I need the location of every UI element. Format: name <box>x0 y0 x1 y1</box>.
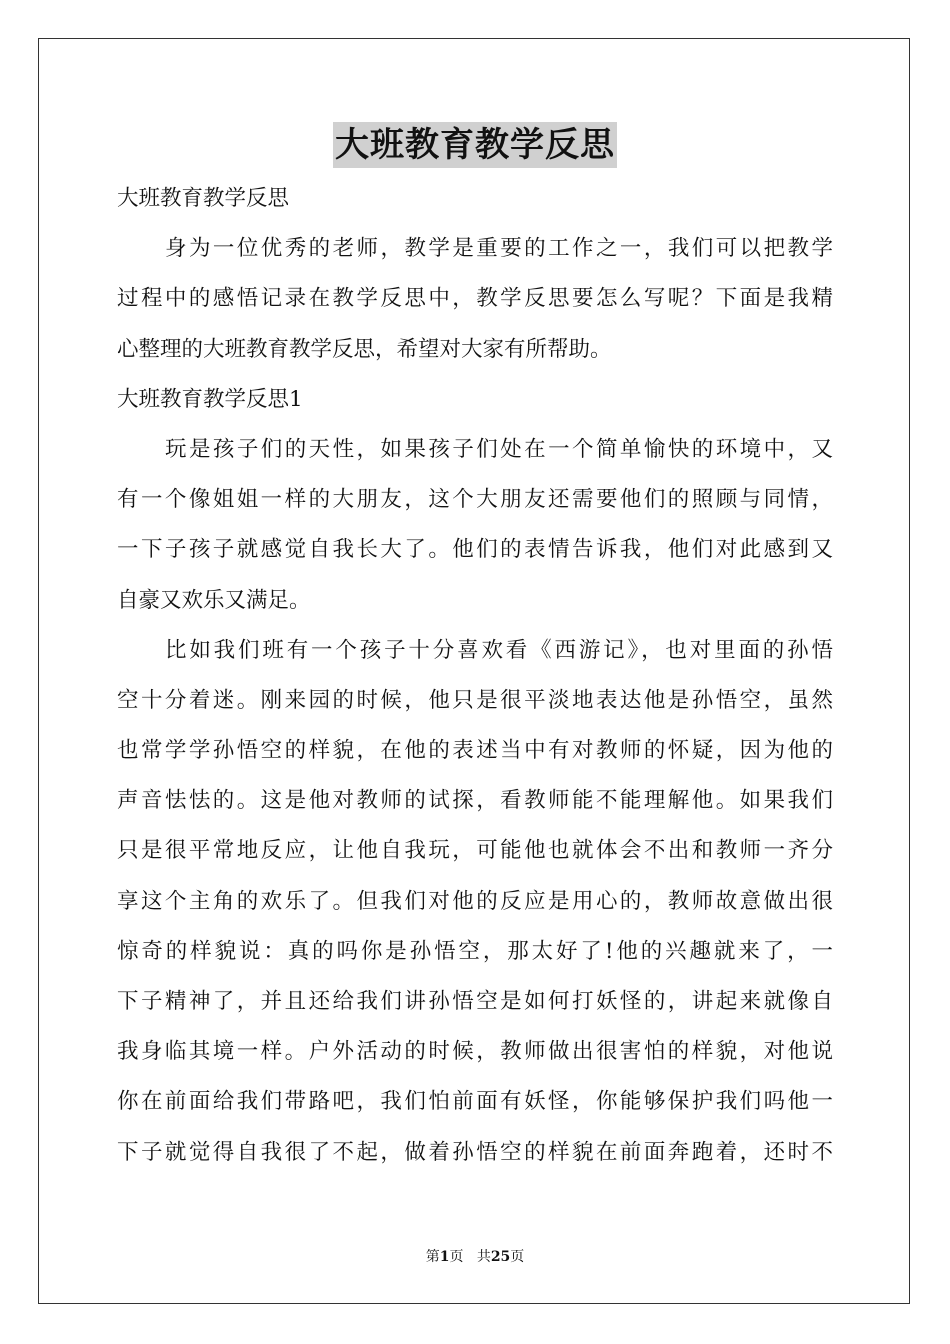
text-line: 比如我们班有一个孩子十分喜欢看《西游记》，也对里面的孙悟 <box>165 637 833 663</box>
total-suffix: 页 <box>510 1249 525 1265</box>
text-line: 有一个像姐姐一样的大朋友，这个大朋友还需要他们的照顾与同情， <box>117 487 833 513</box>
text-line: 空十分着迷。刚来园的时候，他只是很平淡地表达他是孙悟空，虽然 <box>117 687 833 713</box>
text-line: 惊奇的样貌说：真的吗你是孙悟空，那太好了!他的兴趣就来了，一 <box>117 938 833 964</box>
text-line: 一下子孩子就感觉自我长大了。他们的表情告诉我，他们对此感到又 <box>117 537 833 563</box>
text-line: 自豪又欢乐又满足。 <box>117 587 311 613</box>
text-line: 声音怯怯的。这是他对教师的试探，看教师能不能理解他。如果我们 <box>117 788 833 814</box>
text-line: 心整理的大班教育教学反思，希望对大家有所帮助。 <box>117 336 612 362</box>
text-line: 下子精神了，并且还给我们讲孙悟空是如何打妖怪的，讲起来就像自 <box>117 989 833 1014</box>
text-line: 过程中的感悟记录在教学反思中，教学反思要怎么写呢？下面是我精 <box>117 286 833 312</box>
text-line: 下子就觉得自我很了不起，做着孙悟空的样貌在前面奔跑着，还时不 <box>117 1139 833 1165</box>
document-title: 大班教育教学反思 <box>333 122 617 168</box>
section-heading: 大班教育教学反思1 <box>117 386 303 412</box>
text-line: 你在前面给我们带路吧，我们怕前面有妖怪，你能够保护我们吗他一 <box>117 1089 833 1115</box>
page-prefix: 第 <box>425 1249 440 1265</box>
page-number: 1 <box>439 1249 450 1265</box>
text-line: 我身临其境一样。户外活动的时候，教师做出很害怕的样貌，对他说 <box>117 1039 833 1065</box>
page-suffix: 页 <box>449 1249 464 1265</box>
text-line: 玩是孩子们的天性，如果孩子们处在一个简单愉快的环境中，又 <box>165 436 833 462</box>
text-line: 享这个主角的欢乐了。但我们对他的反应是用心的，教师故意做出很 <box>117 888 833 914</box>
total-pages: 25 <box>490 1249 511 1265</box>
section-heading: 大班教育教学反思 <box>117 186 290 211</box>
document-body <box>117 174 833 1178</box>
page-footer <box>0 1247 950 1267</box>
title-container <box>0 122 950 168</box>
total-prefix: 共 <box>476 1249 491 1265</box>
text-line: 只是很平常地反应，让他自我玩，可能他也就体会不出和教师一齐分 <box>117 838 833 864</box>
text-line: 身为一位优秀的老师，教学是重要的工作之一，我们可以把教学 <box>165 236 833 262</box>
text-line: 也常学学孙悟空的样貌，在他的表述当中有对教师的怀疑，因为他的 <box>117 738 833 764</box>
